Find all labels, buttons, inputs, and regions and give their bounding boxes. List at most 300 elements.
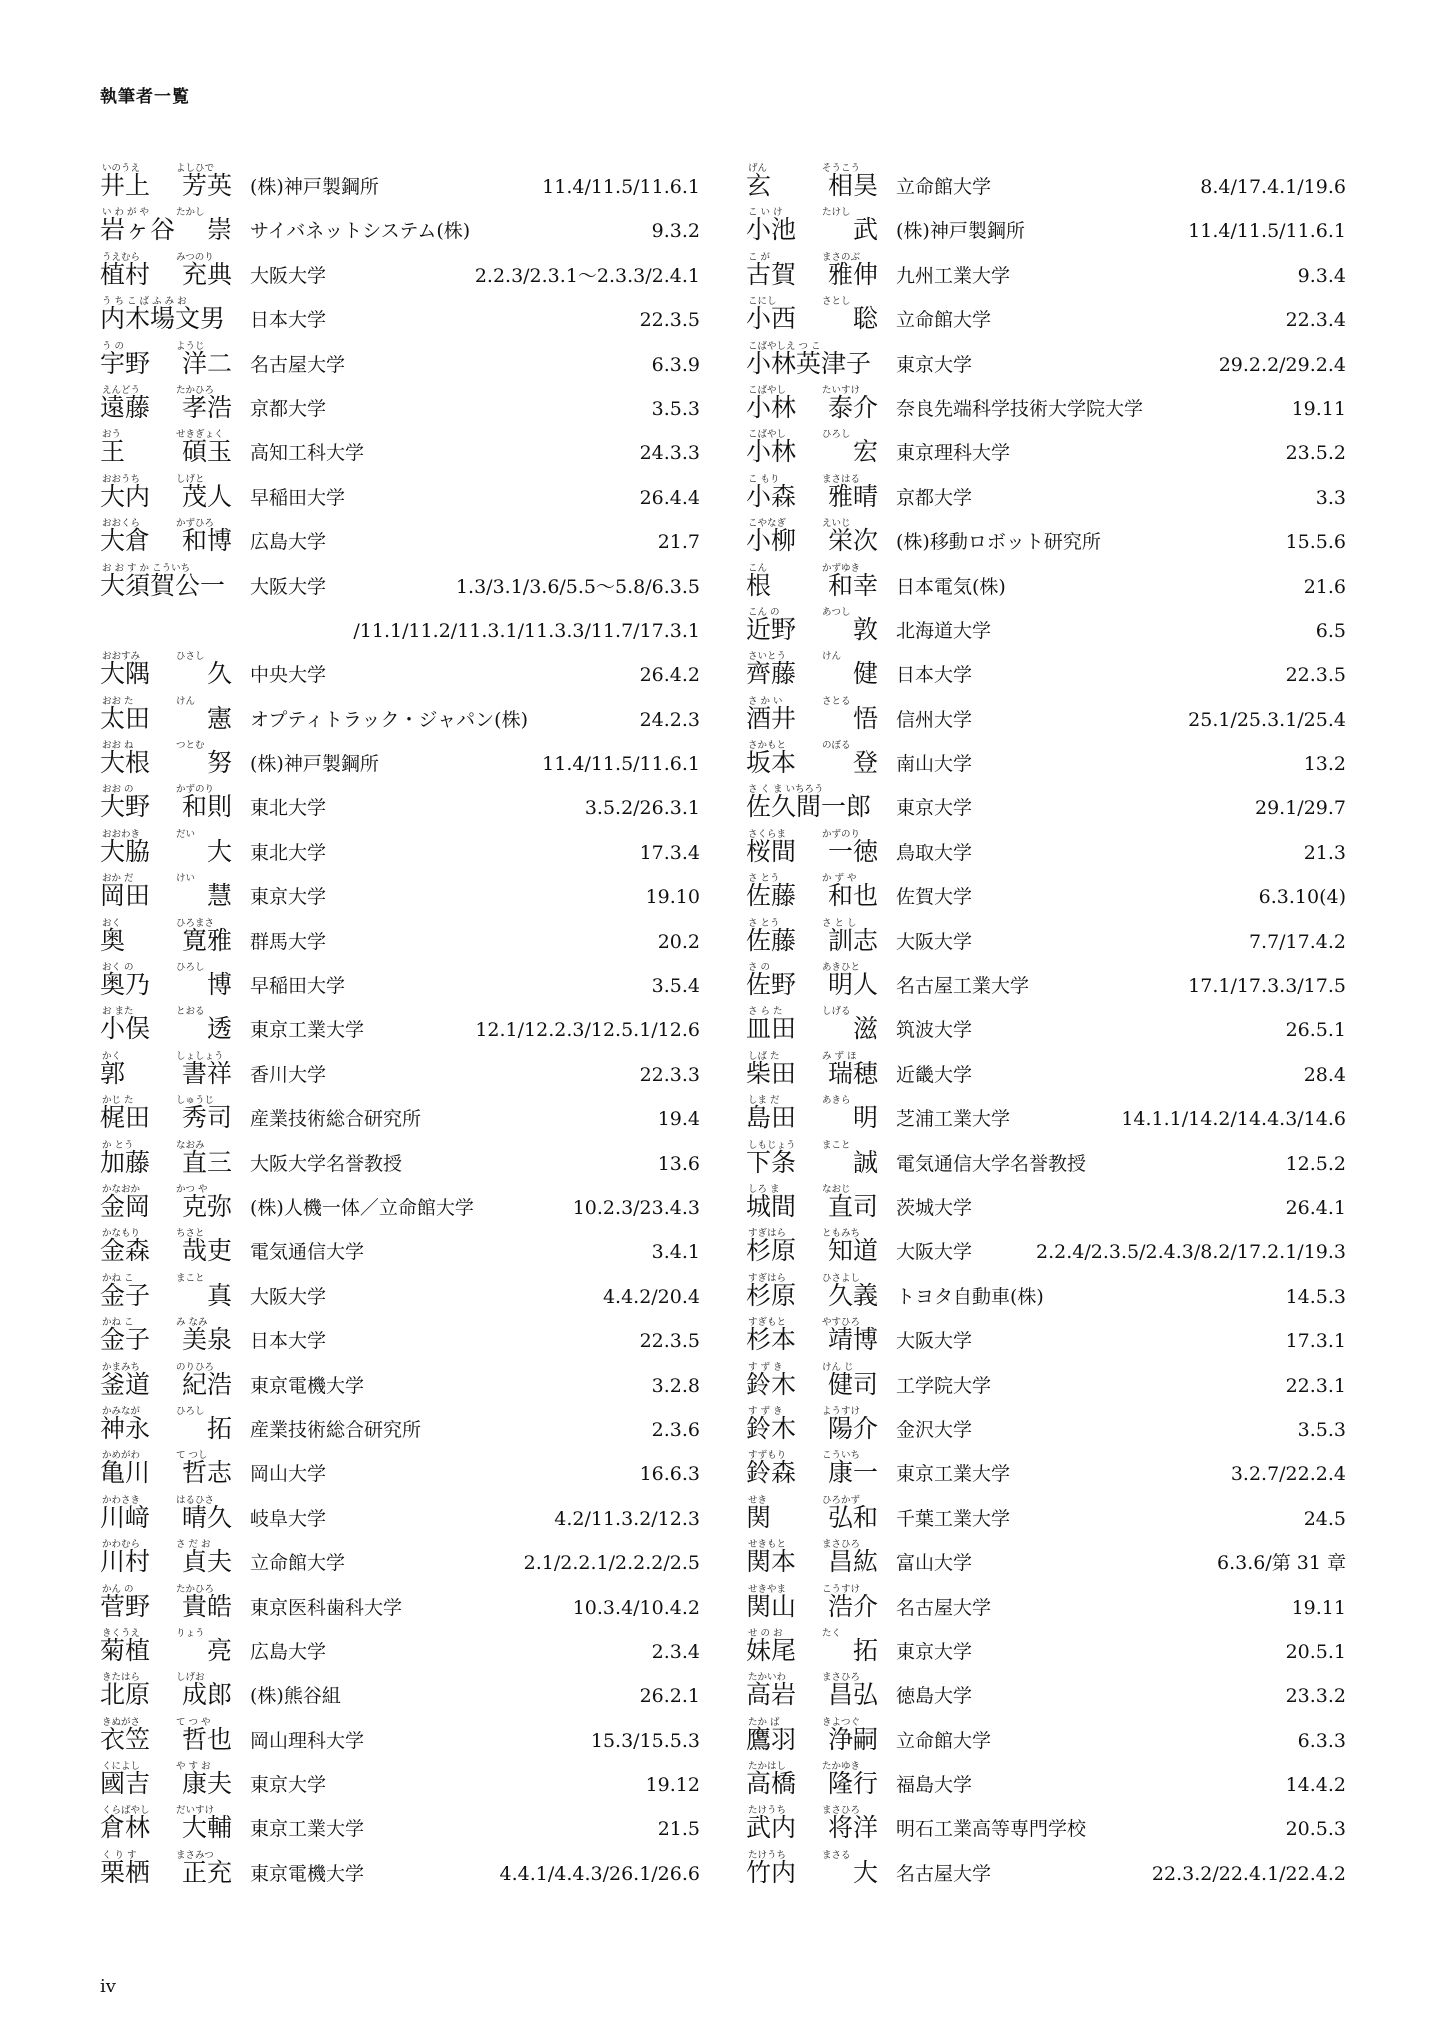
author-row: [100, 558, 700, 602]
furigana-given: けい: [176, 873, 196, 885]
furigana-surname: い わ が や: [102, 207, 150, 219]
furigana-given: よしひで: [176, 163, 215, 174]
surname: 武内: [746, 1813, 797, 1843]
furigana-given: なおみ: [176, 1139, 205, 1151]
furigana-given: まさる: [822, 1849, 851, 1861]
affiliation: 大阪大学: [896, 1330, 973, 1353]
author-row: [746, 691, 1346, 735]
section-refs: 22.3.1: [1285, 1374, 1346, 1397]
section-refs: 22.3.5: [1285, 664, 1346, 687]
furigana-given: あきひと: [822, 962, 861, 974]
author-entry: [100, 646, 700, 690]
author-row: [746, 202, 1346, 246]
given-name: 久義: [827, 1280, 878, 1310]
section-refs: 21.3: [1303, 841, 1346, 864]
section-refs: 6.3.6/第 31 章: [1216, 1552, 1346, 1575]
author-row: [100, 1845, 700, 1889]
author-row: [100, 1223, 700, 1267]
author-entry: [746, 691, 1346, 735]
section-refs: 16.6.3: [639, 1463, 700, 1486]
given-name: 真: [206, 1280, 232, 1310]
given-name: 健: [852, 659, 878, 689]
given-name: 一徳: [827, 836, 878, 866]
affiliation: (株)神戸製鋼所: [250, 176, 379, 198]
author-row: [746, 735, 1346, 779]
section-refs: 3.5.3: [651, 397, 700, 420]
author-entry: [746, 913, 1346, 957]
section-refs: 14.4.2: [1285, 1774, 1346, 1797]
section-refs: 17.1/17.3.3/17.5: [1188, 975, 1346, 998]
affiliation: 日本電気(株): [896, 575, 1006, 598]
author-entry: [746, 469, 1346, 513]
affiliation: 北海道大学: [896, 619, 992, 642]
surname: 鷹羽: [746, 1724, 797, 1754]
section-refs: 17.3.1: [1285, 1330, 1346, 1353]
affiliation: 産業技術総合研究所: [250, 1108, 422, 1131]
furigana-surname: しもじょう: [748, 1139, 796, 1151]
surname: 亀川: [100, 1458, 151, 1488]
furigana-surname: う ち こ ば ふ み お: [102, 296, 187, 308]
author-row: [746, 1800, 1346, 1844]
furigana-given: きよつぐ: [822, 1716, 861, 1728]
surname: 金子: [100, 1325, 151, 1355]
page-title: 執筆者一覧: [100, 87, 190, 107]
affiliation: 東京理科大学: [896, 442, 1011, 465]
author-entry: [100, 158, 700, 202]
surname: 竹内: [746, 1857, 797, 1887]
section-refs: 19.10: [645, 886, 700, 909]
furigana-given: たかし: [176, 207, 205, 219]
furigana-given: まこと: [822, 1139, 851, 1151]
author-entry: [746, 1179, 1346, 1223]
author-entry: [100, 1756, 700, 1800]
author-row: [746, 469, 1346, 513]
given-name: 大: [206, 836, 232, 866]
affiliation: 南山大学: [896, 753, 973, 776]
author-row: [746, 1046, 1346, 1090]
given-name: 紀浩: [181, 1369, 232, 1399]
affiliation: 大阪大学: [250, 575, 327, 598]
author-entry: [100, 336, 700, 380]
furigana-given: だいすけ: [176, 1805, 215, 1817]
given-name: 大: [852, 1857, 878, 1887]
furigana-surname: お お す か こういち: [102, 562, 191, 574]
furigana-surname: すぎはら: [748, 1228, 787, 1240]
author-row: [746, 1090, 1346, 1134]
author-row: [100, 1268, 700, 1312]
author-entry: [746, 380, 1346, 424]
surname: 柴田: [746, 1058, 797, 1088]
section-refs: 22.3.5: [639, 309, 700, 332]
given-name: 滋: [852, 1014, 878, 1044]
author-entry: [746, 1667, 1346, 1711]
surname: 大野: [100, 792, 151, 822]
surname: 根: [746, 570, 772, 600]
author-row: [100, 1490, 700, 1534]
furigana-given: たかゆき: [822, 1761, 861, 1773]
surname: 金森: [100, 1236, 151, 1266]
furigana-given: たかひろ: [176, 384, 215, 396]
given-name: 昌弘: [827, 1680, 878, 1710]
given-name: 透: [206, 1014, 232, 1044]
furigana-given: けん じ: [822, 1361, 854, 1373]
furigana-surname: おお た: [102, 695, 134, 707]
given-name: 哲志: [181, 1458, 232, 1488]
furigana-given: まさのぶ: [822, 251, 861, 263]
author-row: [746, 1534, 1346, 1578]
affiliation: 岐阜大学: [250, 1507, 327, 1530]
section-refs: 24.5: [1303, 1507, 1346, 1530]
author-entry: [746, 779, 1346, 823]
furigana-given: ひろし: [176, 962, 205, 974]
furigana-given: せきぎょく: [176, 429, 224, 441]
full-name: 大須賀公一: [100, 570, 226, 600]
author-row: [746, 779, 1346, 823]
author-row: [746, 513, 1346, 557]
surname: 高橋: [746, 1769, 797, 1799]
author-entry: [100, 1445, 700, 1489]
affiliation: 大阪大学: [250, 1285, 327, 1308]
affiliation: 香川大学: [250, 1063, 327, 1086]
given-name: 秀司: [181, 1103, 232, 1133]
section-refs: 12.1/12.2.3/12.5.1/12.6: [475, 1019, 700, 1042]
affiliation: 岡山大学: [250, 1463, 327, 1486]
author-row: [100, 1712, 700, 1756]
author-row: [746, 1401, 1346, 1445]
author-entry: [100, 868, 700, 912]
section-refs: 3.3: [1315, 486, 1346, 509]
surname: 菅野: [100, 1591, 151, 1621]
author-row: [746, 602, 1346, 646]
furigana-surname: おお の: [102, 784, 134, 796]
author-entry: [746, 291, 1346, 335]
furigana-surname: さ ら た: [748, 1006, 783, 1018]
section-refs: 14.5.3: [1285, 1285, 1346, 1308]
affiliation: 千葉工業大学: [896, 1507, 1011, 1530]
surname: 小西: [746, 304, 797, 334]
surname: 小森: [746, 481, 797, 511]
furigana-given: しげと: [176, 473, 205, 485]
furigana-surname: さくらま: [748, 828, 787, 840]
given-name: 和則: [181, 792, 232, 822]
given-name: 敦: [852, 614, 878, 644]
given-name: 聡: [852, 304, 878, 334]
affiliation: 立命館大学: [250, 1552, 346, 1575]
full-name: 佐久間一郎: [746, 792, 872, 822]
furigana-given: み なみ: [176, 1317, 208, 1329]
furigana-surname: おおわき: [102, 828, 141, 840]
affiliation: 佐賀大学: [896, 886, 973, 909]
given-name: 孝浩: [181, 392, 232, 422]
author-entry: [746, 1490, 1346, 1534]
affiliation: 早稲田大学: [250, 486, 346, 509]
affiliation: 大阪大学: [896, 930, 973, 953]
author-entry: [100, 513, 700, 557]
affiliation: 東京工業大学: [896, 1463, 1011, 1486]
section-refs: 29.1/29.7: [1254, 797, 1346, 820]
furigana-given: かずゆき: [822, 562, 861, 574]
author-entry: [746, 1223, 1346, 1267]
affiliation: (株)神戸製鋼所: [896, 220, 1025, 243]
author-row: [100, 291, 700, 335]
author-row: [100, 1401, 700, 1445]
furigana-given: さ と し: [822, 917, 857, 929]
author-entry: [100, 1001, 700, 1045]
furigana-given: ひろし: [176, 1405, 205, 1417]
surname: 倉林: [100, 1813, 151, 1843]
surname: 佐藤: [746, 881, 797, 911]
affiliation: 東京工業大学: [250, 1818, 365, 1841]
furigana-surname: しま だ: [748, 1095, 780, 1107]
given-name: 陽介: [827, 1413, 878, 1443]
section-refs: 2.2.3/2.3.1〜2.3.3/2.4.1: [474, 264, 700, 287]
full-name: 内木場文男: [100, 304, 226, 334]
surname: 加藤: [100, 1147, 151, 1177]
author-entry: [100, 1845, 700, 1889]
author-row: [746, 1712, 1346, 1756]
surname: 島田: [746, 1103, 797, 1133]
surname: 大内: [100, 481, 151, 511]
furigana-surname: こん: [748, 562, 768, 574]
surname: 菊植: [100, 1635, 151, 1665]
author-row: [100, 957, 700, 1001]
given-name: 宏: [852, 437, 878, 467]
affiliation: 工学院大学: [896, 1374, 992, 1397]
section-refs: 22.3.5: [639, 1330, 700, 1353]
furigana-given: ともみち: [822, 1228, 861, 1240]
affiliation: 産業技術総合研究所: [250, 1418, 422, 1441]
affiliation: 近畿大学: [896, 1063, 973, 1086]
surname: 関山: [746, 1591, 797, 1621]
furigana-surname: かね こ: [102, 1317, 134, 1329]
section-refs: 26.4.4: [639, 486, 700, 509]
author-row: [100, 1623, 700, 1667]
surname: 佐藤: [746, 925, 797, 955]
section-refs: 12.5.2: [1285, 1152, 1346, 1175]
section-refs: 9.3.4: [1297, 264, 1346, 287]
section-refs-continued: /11.1/11.2/11.3.1/11.3.3/11.7/17.3.1: [353, 619, 700, 642]
section-refs: 22.3.2/22.4.1/22.4.2: [1151, 1862, 1346, 1885]
affiliation: 中央大学: [250, 664, 327, 687]
furigana-surname: かわさき: [102, 1494, 141, 1506]
surname: 桜間: [746, 836, 797, 866]
surname: 栗栖: [100, 1857, 151, 1887]
furigana-given: みつのり: [176, 251, 214, 263]
surname: 鈴木: [746, 1369, 797, 1399]
surname: 梶田: [100, 1103, 151, 1133]
furigana-surname: さ か い: [748, 695, 783, 707]
furigana-surname: さかもと: [748, 740, 787, 752]
author-entry: [746, 1756, 1346, 1800]
given-name: 書祥: [181, 1058, 232, 1088]
furigana-surname: えんどう: [102, 384, 141, 396]
author-entry: [100, 291, 700, 335]
author-entry: [100, 469, 700, 513]
author-entry: [746, 424, 1346, 468]
author-entry: [100, 424, 700, 468]
section-refs: 17.3.4: [639, 841, 700, 864]
affiliation: 早稲田大学: [250, 975, 346, 998]
furigana-surname: すずもり: [748, 1450, 787, 1462]
given-name: 拓: [852, 1635, 878, 1665]
author-row: [100, 247, 700, 291]
furigana-given: ようじ: [176, 340, 205, 352]
surname: 小林: [746, 437, 797, 467]
furigana-surname: こ が: [748, 251, 771, 263]
given-name: 健司: [827, 1369, 878, 1399]
affiliation: 名古屋大学: [250, 353, 346, 376]
affiliation: 名古屋大学: [896, 1862, 992, 1885]
author-entry: [100, 1712, 700, 1756]
affiliation: 東北大学: [250, 841, 327, 864]
author-row: [100, 1135, 700, 1179]
furigana-given: はるひさ: [176, 1494, 215, 1506]
given-name: 努: [206, 748, 232, 778]
furigana-surname: お また: [102, 1006, 134, 1018]
author-entry: [746, 1135, 1346, 1179]
author-entry: [746, 1001, 1346, 1045]
section-refs: 10.3.4/10.4.2: [572, 1596, 700, 1619]
furigana-given: さ だ お: [176, 1539, 211, 1551]
affiliation: 名古屋大学: [896, 1596, 992, 1619]
section-refs: 3.5.4: [651, 975, 700, 998]
furigana-given: こういち: [822, 1450, 861, 1462]
section-refs: 6.3.9: [651, 353, 700, 376]
furigana-given: や す お: [176, 1761, 211, 1773]
furigana-surname: うえむら: [102, 251, 141, 263]
furigana-surname: かね こ: [102, 1272, 134, 1284]
section-refs: 23.3.2: [1285, 1685, 1346, 1708]
section-refs: 26.5.1: [1285, 1019, 1346, 1042]
furigana-surname: たけうち: [748, 1805, 787, 1817]
affiliation: 九州工業大学: [896, 264, 1011, 287]
author-entry: [746, 336, 1346, 380]
affiliation: 立命館大学: [896, 309, 992, 332]
given-name: 充典: [181, 259, 232, 289]
given-name: 悟: [852, 703, 878, 733]
furigana-given: たかひろ: [176, 1583, 215, 1595]
given-name: 茂人: [181, 481, 232, 511]
given-name: 成郎: [181, 1680, 232, 1710]
furigana-given: まさひろ: [822, 1672, 861, 1684]
section-refs: 26.4.1: [1285, 1196, 1346, 1219]
surname: 城間: [746, 1191, 797, 1221]
surname: 杉原: [746, 1280, 797, 1310]
author-entry: [100, 1312, 700, 1356]
given-name: 明: [852, 1103, 878, 1133]
furigana-given: つとむ: [176, 740, 205, 752]
section-refs: 22.3.4: [1285, 309, 1346, 332]
furigana-surname: たか ば: [748, 1716, 780, 1728]
furigana-surname: かく: [102, 1050, 122, 1062]
author-row: [746, 1312, 1346, 1356]
affiliation: 電気通信大学名誉教授: [896, 1152, 1087, 1175]
section-refs: 15.3/15.5.3: [590, 1729, 700, 1752]
surname: 皿田: [746, 1014, 797, 1044]
furigana-given: あつし: [822, 606, 851, 618]
surname: 釜道: [100, 1369, 151, 1399]
given-name: 寛雅: [181, 925, 232, 955]
given-name: 慧: [206, 881, 232, 911]
author-entry: [100, 779, 700, 823]
affiliation: 日本大学: [250, 309, 327, 332]
surname: 奥乃: [100, 970, 151, 1000]
furigana-given: ようすけ: [822, 1405, 861, 1417]
author-entry: [100, 1135, 700, 1179]
section-refs: 4.2/11.3.2/12.3: [554, 1507, 700, 1530]
furigana-given: けん: [822, 651, 842, 663]
affiliation: 東京工業大学: [250, 1019, 365, 1042]
section-refs: 3.5.2/26.3.1: [584, 797, 700, 820]
author-row: [100, 1001, 700, 1045]
affiliation: 京都大学: [896, 486, 973, 509]
surname: 玄: [746, 171, 772, 200]
author-row: [100, 1179, 700, 1223]
given-name: 浩介: [827, 1591, 878, 1621]
author-entry: [746, 202, 1346, 246]
affiliation: 東京医科歯科大学: [250, 1596, 403, 1619]
furigana-given: りょう: [176, 1627, 205, 1639]
section-refs: 13.6: [657, 1152, 700, 1175]
furigana-given: かずのり: [822, 828, 861, 840]
furigana-surname: さ く ま いちろう: [748, 784, 824, 796]
furigana-given: たいすけ: [822, 384, 861, 396]
author-row: [746, 1001, 1346, 1045]
furigana-surname: おう: [102, 429, 122, 441]
author-list-left: [100, 158, 700, 1889]
furigana-surname: たかいわ: [748, 1672, 787, 1684]
furigana-surname: いのうえ: [102, 163, 141, 174]
surname: 下条: [746, 1147, 797, 1177]
furigana-given: そうこう: [822, 163, 861, 174]
furigana-surname: きたはら: [102, 1672, 141, 1684]
affiliation: 金沢大学: [896, 1418, 973, 1441]
given-name: 直司: [827, 1191, 878, 1221]
author-row: [100, 1046, 700, 1090]
surname: 小俣: [100, 1014, 151, 1044]
author-entry: [746, 1090, 1346, 1134]
surname: 奥: [100, 925, 126, 955]
surname: 川﨑: [100, 1502, 151, 1532]
section-refs: 11.4/11.5/11.6.1: [542, 753, 700, 776]
given-name: 克弥: [181, 1191, 232, 1221]
author-entry: [100, 1800, 700, 1844]
furigana-given: たけし: [822, 207, 851, 219]
section-refs: 2.1/2.2.1/2.2.2/2.5: [523, 1552, 700, 1575]
surname: 杉本: [746, 1325, 797, 1355]
furigana-given: ひろし: [822, 429, 851, 441]
affiliation: 東京電機大学: [250, 1862, 365, 1885]
author-entry: [100, 1268, 700, 1312]
author-entry: [100, 1179, 700, 1223]
author-row: [100, 1357, 700, 1401]
author-entry: [746, 1312, 1346, 1356]
surname: 妹尾: [746, 1635, 797, 1665]
section-refs: 4.4.1/4.4.3/26.1/26.6: [499, 1862, 700, 1885]
furigana-surname: さ とう: [748, 917, 780, 929]
author-row: [746, 1623, 1346, 1667]
author-list-right: [746, 158, 1346, 1889]
section-refs: 20.2: [657, 930, 700, 953]
author-row: [100, 824, 700, 868]
section-refs: 11.4/11.5/11.6.1: [542, 176, 700, 198]
given-name: 隆行: [827, 1769, 878, 1799]
author-entry: [746, 1712, 1346, 1756]
given-name: 和幸: [827, 570, 878, 600]
section-refs: 19.4: [657, 1108, 700, 1131]
affiliation: 広島大学: [250, 1640, 327, 1663]
furigana-surname: う の: [102, 340, 125, 352]
